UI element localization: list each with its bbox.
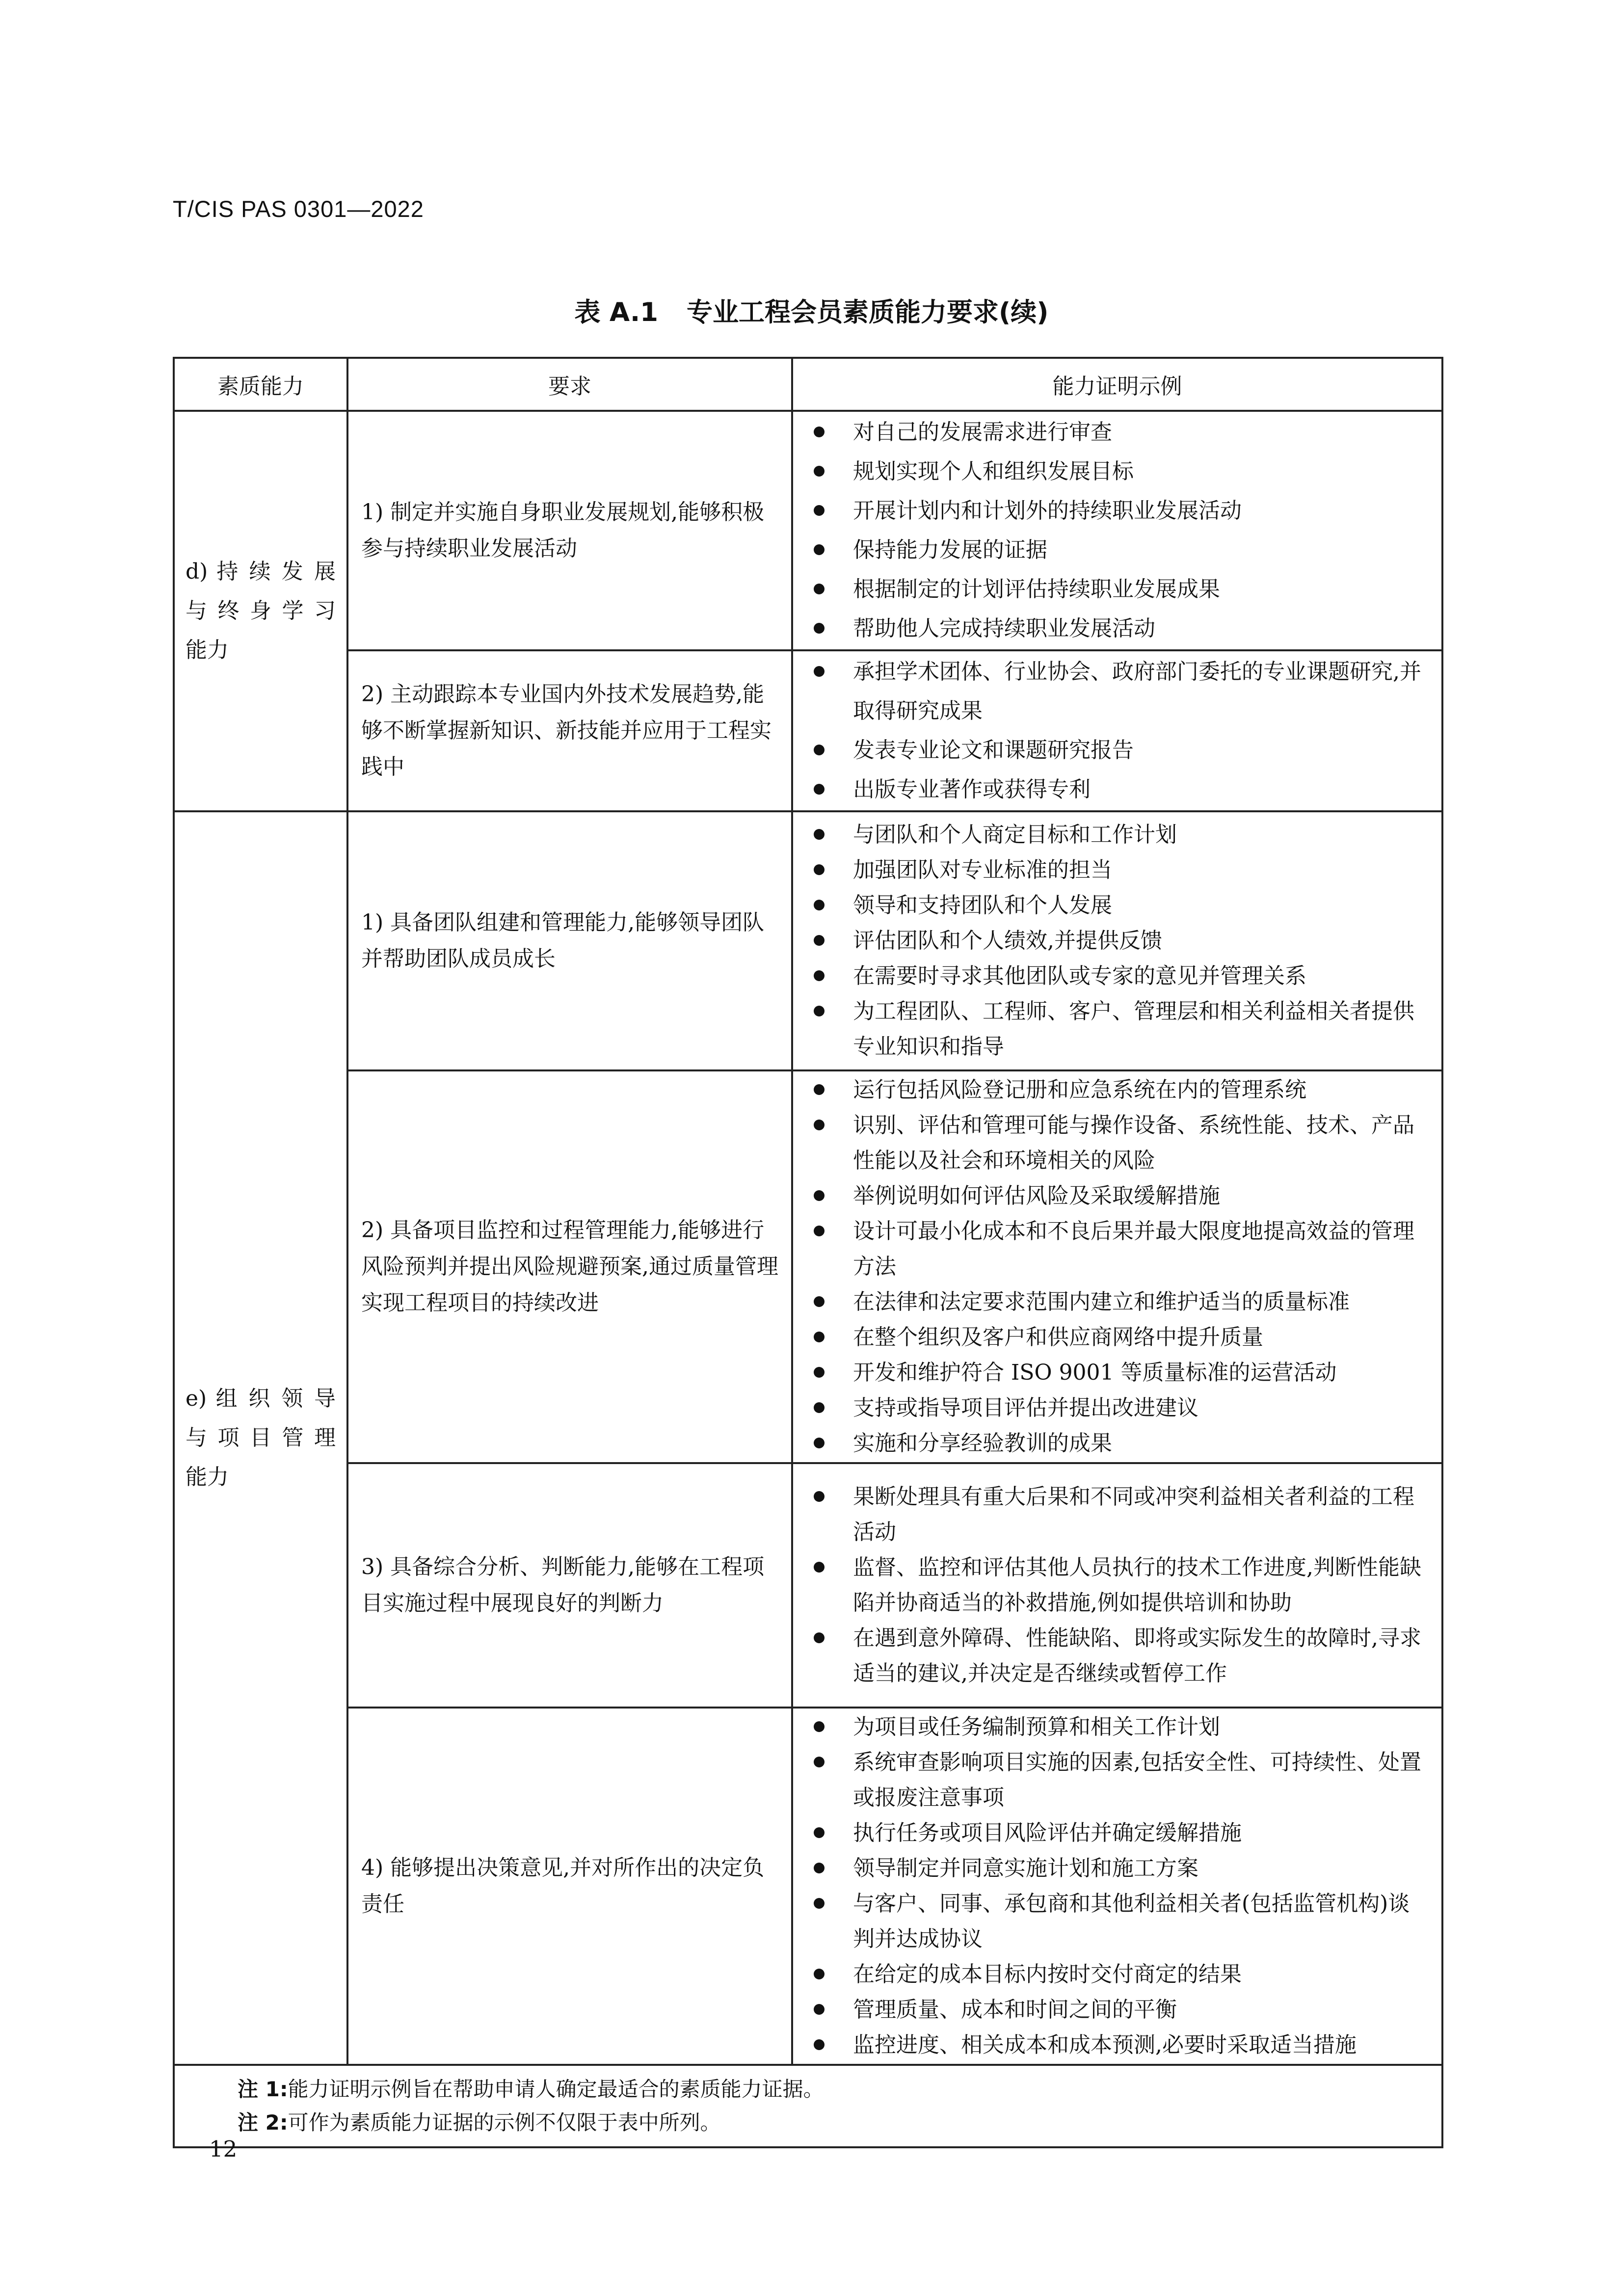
list-item: 设计可最小化成本和不良后果并最大限度地提高效益的管理方法 — [808, 1214, 1430, 1284]
requirement-cell: 2) 主动跟踪本专业国内外技术发展趋势,能够不断掌握新知识、新技能并应用于工程实践中 — [347, 650, 792, 811]
list-item: 识别、评估和管理可能与操作设备、系统性能、技术、产品性能以及社会和环境相关的风险 — [808, 1108, 1430, 1178]
list-item: 开展计划内和计划外的持续职业发展活动 — [808, 491, 1430, 531]
table-row — [174, 650, 1442, 811]
examples-list — [808, 1072, 1430, 1461]
note-2 — [238, 2106, 1441, 2139]
capability-line: d) 持 续 发 展 — [186, 559, 336, 584]
table-header-row — [174, 358, 1442, 411]
list-item: 监控进度、相关成本和成本预测,必要时采取适当措施 — [808, 2028, 1430, 2063]
note-1 — [238, 2073, 1441, 2106]
notes-row — [174, 2065, 1442, 2147]
capability-line: 与 终 身 学 习 — [186, 598, 336, 623]
list-item: 规划实现个人和组织发展目标 — [808, 452, 1430, 491]
list-item: 运行包括风险登记册和应急系统在内的管理系统 — [808, 1072, 1430, 1108]
list-item: 与团队和个人商定目标和工作计划 — [808, 817, 1430, 853]
table-row — [174, 411, 1442, 650]
examples-list — [808, 817, 1430, 1065]
capability-cell-d — [174, 411, 347, 811]
table-row — [174, 1463, 1442, 1708]
list-item: 领导和支持团队和个人发展 — [808, 888, 1430, 923]
column-header-capability: 素质能力 — [174, 358, 347, 411]
column-header-examples: 能力证明示例 — [792, 358, 1442, 411]
table-row — [174, 1070, 1442, 1463]
list-item: 在需要时寻求其他团队或专家的意见并管理关系 — [808, 959, 1430, 994]
table-title — [0, 292, 1623, 329]
table-title-text: 专业工程会员素质能力要求(续) — [687, 297, 1049, 327]
list-item: 领导制定并同意实施计划和施工方案 — [808, 1851, 1430, 1886]
list-item: 支持或指导项目评估并提出改进建议 — [808, 1390, 1430, 1426]
list-item: 开发和维护符合 ISO 9001 等质量标准的运营活动 — [808, 1355, 1430, 1390]
requirement-cell: 1) 具备团队组建和管理能力,能够领导团队并帮助团队成员成长 — [347, 811, 792, 1070]
standard-code: T/CIS PAS 0301—2022 — [173, 196, 424, 222]
list-item: 对自己的发展需求进行审查 — [808, 413, 1430, 452]
examples-cell — [792, 811, 1442, 1070]
requirement-cell: 3) 具备综合分析、判断能力,能够在工程项目实施过程中展现良好的判断力 — [347, 1463, 792, 1708]
list-item: 出版专业著作或获得专利 — [808, 770, 1430, 809]
list-item: 根据制定的计划评估持续职业发展成果 — [808, 570, 1430, 609]
examples-list — [808, 652, 1430, 809]
examples-cell — [792, 1463, 1442, 1708]
list-item: 实施和分享经验教训的成果 — [808, 1426, 1430, 1461]
note-label: 注 1: — [238, 2077, 288, 2101]
examples-list — [808, 1709, 1430, 2063]
examples-cell — [792, 650, 1442, 811]
note-text: 可作为素质能力证据的示例不仅限于表中所列。 — [288, 2110, 721, 2135]
list-item: 系统审查影响项目实施的因素,包括安全性、可持续性、处置或报废注意事项 — [808, 1745, 1430, 1815]
capability-line: 能力 — [186, 638, 229, 663]
table-row — [174, 811, 1442, 1070]
examples-list — [808, 1479, 1430, 1691]
examples-cell — [792, 1708, 1442, 2065]
page-number: 12 — [209, 2136, 238, 2162]
table-row — [174, 1708, 1442, 2065]
list-item: 发表专业论文和课题研究报告 — [808, 731, 1430, 770]
list-item: 在遇到意外障碍、性能缺陷、即将或实际发生的故障时,寻求适当的建议,并决定是否继续或暂停工作 — [808, 1621, 1430, 1691]
requirement-cell: 2) 具备项目监控和过程管理能力,能够进行风险预判并提出风险规避预案,通过质量管理实现工程项目的持续改进 — [347, 1070, 792, 1463]
list-item: 为项目或任务编制预算和相关工作计划 — [808, 1709, 1430, 1745]
requirement-cell: 4) 能够提出决策意见,并对所作出的决定负责任 — [347, 1708, 792, 2065]
list-item: 保持能力发展的证据 — [808, 531, 1430, 570]
table-title-number: 表 A.1 — [574, 297, 658, 327]
list-item: 监督、监控和评估其他人员执行的技术工作进度,判断性能缺陷并协商适当的补救措施,例如提供培训和协助 — [808, 1550, 1430, 1621]
notes-cell — [174, 2065, 1442, 2147]
examples-cell — [792, 1070, 1442, 1463]
list-item: 在法律和法定要求范围内建立和维护适当的质量标准 — [808, 1284, 1430, 1320]
capability-cell-e — [174, 811, 347, 2065]
capability-requirements-table — [173, 357, 1443, 2148]
list-item: 与客户、同事、承包商和其他利益相关者(包括监管机构)谈判并达成协议 — [808, 1886, 1430, 1957]
list-item: 执行任务或项目风险评估并确定缓解措施 — [808, 1815, 1430, 1851]
list-item: 举例说明如何评估风险及采取缓解措施 — [808, 1178, 1430, 1214]
list-item: 评估团队和个人绩效,并提供反馈 — [808, 923, 1430, 959]
column-header-requirement: 要求 — [347, 358, 792, 411]
list-item: 果断处理具有重大后果和不同或冲突利益相关者利益的工程活动 — [808, 1479, 1430, 1550]
list-item: 在整个组织及客户和供应商网络中提升质量 — [808, 1320, 1430, 1355]
requirement-cell: 1) 制定并实施自身职业发展规划,能够积极参与持续职业发展活动 — [347, 411, 792, 650]
list-item: 在给定的成本目标内按时交付商定的结果 — [808, 1957, 1430, 1992]
list-item: 加强团队对专业标准的担当 — [808, 853, 1430, 888]
list-item: 帮助他人完成持续职业发展活动 — [808, 609, 1430, 648]
examples-list — [808, 413, 1430, 648]
examples-cell — [792, 411, 1442, 650]
list-item: 承担学术团体、行业协会、政府部门委托的专业课题研究,并取得研究成果 — [808, 652, 1430, 731]
note-label: 注 2: — [238, 2110, 288, 2135]
list-item: 为工程团队、工程师、客户、管理层和相关利益相关者提供专业知识和指导 — [808, 994, 1430, 1065]
note-text: 能力证明示例旨在帮助申请人确定最适合的素质能力证据。 — [288, 2077, 824, 2101]
list-item: 管理质量、成本和时间之间的平衡 — [808, 1992, 1430, 2028]
capability-line: 与 项 目 管 理 — [186, 1425, 336, 1450]
capability-line: e) 组 织 领 导 — [186, 1386, 336, 1411]
capability-line: 能力 — [186, 1465, 229, 1490]
